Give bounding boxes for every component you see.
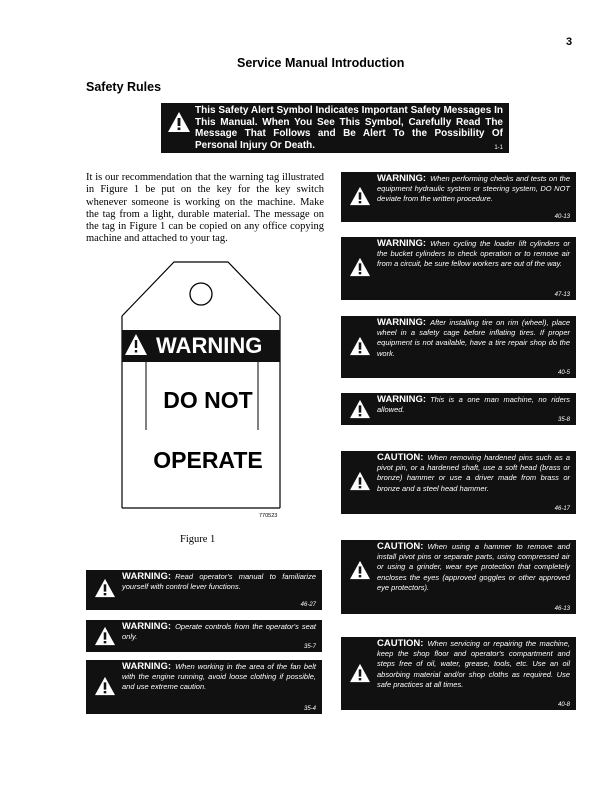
notice-code: 35-8	[557, 417, 570, 423]
notice-label: CAUTION:	[377, 452, 424, 463]
notice-text: This is a one man machine, no riders allowed.	[377, 395, 570, 415]
notice-label: WARNING:	[377, 238, 427, 249]
safety-alert-icon	[94, 626, 116, 646]
notice-box	[341, 393, 576, 425]
tag-line-operate: OPERATE	[153, 447, 263, 473]
tag-line-do-not: DO NOT	[163, 387, 253, 413]
tag-warning-header: WARNING	[156, 333, 263, 358]
notice-label: WARNING:	[377, 394, 427, 405]
notice-text: When working in the area of the fan belt with the engine running, avoid loose clothing if possible, and use extreme caution.	[122, 662, 316, 692]
notice-box	[86, 620, 322, 652]
notice-text: When servicing or repairing the machine, keep the shop floor and operator's compartment and steps free of oil, water, grease, tools, etc. Use an oil absorbing material and/or shop cloths as required. Use safe practices at all times.	[377, 639, 570, 689]
safety-alert-icon	[94, 676, 116, 696]
notice-text: When removing hardened pins such as a pivot pin, or a hardened shaft, use a soft head (brass or bronze) hammer or use a driver made from brass or bronze and a steel head hammer.	[377, 453, 570, 493]
safety-alert-icon	[167, 111, 191, 133]
tag-code: 770523	[259, 513, 278, 519]
notice-label: WARNING:	[122, 621, 172, 632]
safety-alert-icon	[349, 257, 371, 277]
section-title: Safety Rules	[86, 80, 162, 94]
notice-text: When performing checks and tests on the equipment hydraulic system or steering system, DO NOT deviate from the written procedure.	[377, 174, 570, 204]
figure-caption: Figure 1	[180, 534, 216, 545]
safety-alert-icon	[94, 578, 116, 598]
safety-alert-text: This Safety Alert Symbol Indicates Important Safety Messages In This Manual. When You See This Symbol, Carefully Read The Message That Follows and Be Alert To the Possibility Of Personal Injury Or Death.	[195, 105, 503, 151]
safety-alert-box	[161, 103, 509, 153]
notice-code: 35-4	[303, 706, 316, 712]
notice-code: 47-13	[554, 292, 570, 298]
notice-box	[341, 172, 576, 222]
page-number: 3	[566, 36, 573, 48]
notice-box	[86, 570, 322, 610]
notice-label: CAUTION:	[377, 638, 424, 649]
safety-alert-icon	[349, 663, 371, 683]
notice-text: Read operator's manual to familiarize yourself with control lever functions.	[122, 572, 316, 592]
notice-label: WARNING:	[377, 173, 427, 184]
notice-text: After installing tire on rim (wheel), place wheel in a safety cage before inflating tires. If proper equipment is not available, have a tire repair shop do the work.	[377, 318, 570, 358]
notice-label: WARNING:	[122, 661, 172, 672]
safety-alert-icon	[349, 399, 371, 419]
notice-code: 46-27	[300, 602, 316, 608]
notice-box	[341, 316, 576, 378]
notice-code: 40-8	[557, 702, 570, 708]
notice-box	[341, 637, 576, 710]
notice-label: WARNING:	[377, 317, 427, 328]
notice-label: CAUTION:	[377, 541, 424, 552]
notice-code: 46-17	[554, 506, 570, 512]
safety-alert-icon	[349, 186, 371, 206]
notice-text: When using a hammer to remove and install pivot pins or separate parts, using compressed air or using a grinder, wear eye protection that completely encloses the eyes (approved goggles or other approved eye protectors).	[377, 542, 570, 592]
notice-box	[341, 237, 576, 300]
notice-box	[86, 660, 322, 714]
notice-label: WARNING:	[122, 571, 172, 582]
notice-code: 35-7	[303, 644, 316, 650]
safety-alert-icon	[349, 560, 371, 580]
notice-box	[341, 540, 576, 614]
notice-text: When cycling the loader lift cylinders or the bucket cylinders to check operation or to remove air from a circuit, be sure fellow workers are out of the way.	[377, 239, 570, 269]
notice-code: 40-13	[554, 214, 570, 220]
page-title: Service Manual Introduction	[237, 56, 405, 70]
safety-alert-icon	[349, 471, 371, 491]
notice-text: Operate controls from the operator's seat only.	[122, 622, 316, 642]
intro-paragraph: It is our recommendation that the warning tag illustrated in Figure 1 be put on the key for the key switch whenever someone is working on the machine. Make the tag from a light, durable material. The message on the tag in Figure 1 can be copied on any office copying machine and attached to your tag.	[86, 172, 324, 245]
safety-alert-icon	[349, 336, 371, 356]
notice-code: 40-5	[557, 370, 570, 376]
notice-code: 46-13	[554, 606, 570, 612]
safety-alert-code: 1-1	[494, 145, 503, 151]
notice-box	[341, 451, 576, 514]
